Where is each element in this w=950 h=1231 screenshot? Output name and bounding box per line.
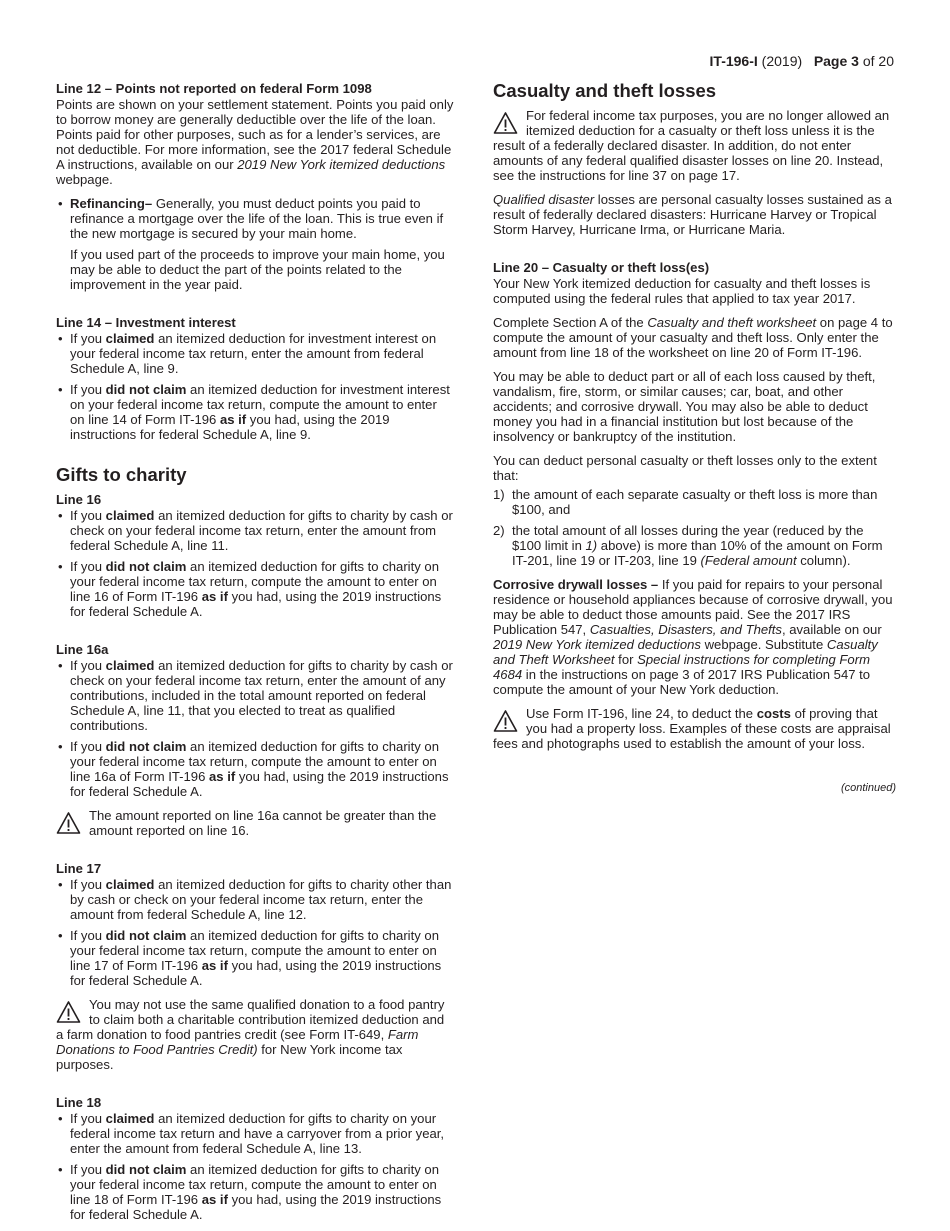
line16a-warning: The amount reported on line 16a cannot be greater than the amount reported on line 16.	[56, 808, 455, 838]
qualified-disaster-paragraph: Qualified disaster losses are personal casualty losses sustained as a result of federally declared disasters: Hurricane Harvey or Tropical Storm Harvey, Hurricane Irma, or Hurricane Maria.	[493, 192, 892, 237]
continued-note: (continued)	[840, 782, 896, 794]
warning-icon	[493, 709, 518, 733]
drywall-paragraph: Corrosive drywall losses – If you paid for repairs to your personal residence or household appliances because of corrosive drywall, you may be able to deduct those amounts paid. See the 2017 IRS Publication 547, Casualties, Disasters, and Thefts, available on our 2019 New York itemized deductions webpage. Substitute Casualty and Theft Worksheet for Special instructions for completing Form 4684 in the instructions on page 3 of 2017 IRS Publication 547 to compute the amount of your New York deduction.	[493, 577, 893, 697]
line12-bullets	[56, 196, 455, 292]
line16a-bullets	[56, 658, 455, 799]
list-item: 2) the total amount of all losses during the year (reduced by the $100 limit in 1) above) is more than 10% of the amount on Form IT-201, line 19 or IT-203, line 19 (Federal amount column).	[493, 523, 883, 568]
list-item: • If you did not claim an itemized deduction for investment interest on your federal income tax return, compute the amount to enter on line 14 of Form IT-196 as if you had, using the 2019 instructions for federal Schedule A, line 9.	[56, 382, 455, 442]
loss-conditions-list	[493, 487, 896, 568]
right-column	[493, 81, 896, 796]
line12-heading: Line 12 – Points not reported on federal Form 1098	[56, 81, 372, 96]
line12-paragraph: Points are shown on your settlement statement. Points you paid only to borrow money are generally deductible over the life of the loan. Points paid for other purposes, such as for a lender’s services, are not deductible. For more information, see the 2017 federal Schedule A instructions, available on our 2019 New York itemized deductions webpage.	[56, 97, 454, 187]
list-item: • If you claimed an itemized deduction for gifts to charity by cash or check on your federal income tax return, enter the amount of any contributions, included in the total amount reported on federal Schedule A, line 11, that you elected to treat as qualified contributions.	[56, 658, 455, 733]
form-year: (2019)	[761, 53, 803, 69]
warning-icon	[56, 1000, 81, 1024]
line16-bullets	[56, 508, 455, 619]
line18-bullets	[56, 1111, 455, 1222]
list-item: • If you did not claim an itemized deduction for gifts to charity on your federal income tax return, compute the amount to enter on line 16 of Form IT-196 as if you had, using the 2019 instructions for federal Schedule A.	[56, 559, 455, 619]
line14-bullets	[56, 331, 455, 442]
list-item: • If you claimed an itemized deduction for gifts to charity other than by cash or check on your federal income tax return, enter the amount from federal Schedule A, line 12.	[56, 877, 455, 922]
casualty-heading: Casualty and theft losses	[493, 80, 717, 101]
list-item: • If you did not claim an itemized deduction for gifts to charity on your federal income tax return, compute the amount to enter on line 18 of Form IT-196 as if you had, using the 2019 instructions for federal Schedule A.	[56, 1162, 455, 1222]
line17-heading: Line 17	[56, 861, 102, 876]
form-number: IT-196-I	[709, 53, 758, 69]
line18-heading: Line 18	[56, 1095, 102, 1110]
page-of: of 20	[862, 53, 894, 69]
line20-heading: Line 20 – Casualty or theft loss(es)	[493, 260, 710, 275]
line20-paragraph-3: You may be able to deduct part or all of each loss caused by theft, vandalism, fire, storm, or similar causes; car, boat, and other accidents; and corrosive drywall. You may also be able to deduct money you had in a financial institution but lost because of the insolvency or bankruptcy of the institution.	[493, 369, 876, 444]
list-item: • If you did not claim an itemized deduction for gifts to charity on your federal income tax return, compute the amount to enter on line 16a of Form IT-196 as if you had, using the 2019 instructions for federal Schedule A.	[56, 739, 455, 799]
line20-paragraph-2: Complete Section A of the Casualty and theft worksheet on page 4 to compute the amount of your casualty and theft loss. Only enter the amount from line 18 of the worksheet on line 20 of Form IT-196.	[493, 315, 893, 360]
list-item: 1) the amount of each separate casualty or theft loss is more than $100, and	[493, 487, 878, 517]
warning-icon	[493, 111, 518, 135]
page-number: 3	[851, 53, 859, 69]
casualty-warning: For federal income tax purposes, you are no longer allowed an itemized deduction for a casualty or theft loss unless it is the result of a federally declared disaster. In addition, do not enter amounts of any federal qualified disaster losses on line 20. Instead, see the instructions for line 37 on page 17.	[493, 108, 890, 183]
page-label: Page	[813, 53, 848, 69]
left-column	[56, 81, 455, 1231]
line14-heading: Line 14 – Investment interest	[56, 315, 236, 330]
list-item: • If you claimed an itemized deduction for gifts to charity by cash or check on your federal income tax return, enter the amount from federal Schedule A, line 11.	[56, 508, 455, 553]
line20-paragraph-1: Your New York itemized deduction for casualty and theft losses is computed using the federal rules that applied to tax year 2017.	[493, 276, 871, 306]
refinancing-bullet: • Refinancing– Generally, you must deduct points you paid to refinance a mortgage over the life of the loan. This is true even if the new mortgage is secured by your main home. If you used part of the proceeds to improve your main home, you may be able to deduct the part of the points related to the improvement in the year paid.	[56, 196, 455, 292]
costs-warning: Use Form IT-196, line 24, to deduct the costs of proving that you had a property loss. Examples of these costs are appraisal fees and photographs used to establish the amount of your loss.	[493, 706, 891, 751]
warning-icon	[56, 811, 81, 835]
line17-bullets	[56, 877, 455, 988]
gifts-heading: Gifts to charity	[56, 464, 187, 485]
list-item: • If you did not claim an itemized deduction for gifts to charity on your federal income tax return, compute the amount to enter on line 17 of Form IT-196 as if you had, using the 2019 instructions for federal Schedule A.	[56, 928, 455, 988]
line16a-heading: Line 16a	[56, 642, 109, 657]
line17-warning: You may not use the same qualified donation to a food pantry to claim both a charitable contribution itemized deduction and a farm donation to food pantries credit (see Form IT-649, Farm Donations to Food Pantries Credit) for New York income tax purposes.	[56, 997, 445, 1072]
line16-heading: Line 16	[56, 492, 102, 507]
page-header	[710, 54, 894, 69]
list-item: • If you claimed an itemized deduction for gifts to charity on your federal income tax return and have a carryover from a prior year, enter the amount from federal Schedule A, line 13.	[56, 1111, 455, 1156]
list-item: • If you claimed an itemized deduction for investment interest on your federal income tax return, enter the amount from federal Schedule A, line 9.	[56, 331, 455, 376]
line20-paragraph-4: You can deduct personal casualty or theft losses only to the extent that:	[493, 453, 877, 483]
